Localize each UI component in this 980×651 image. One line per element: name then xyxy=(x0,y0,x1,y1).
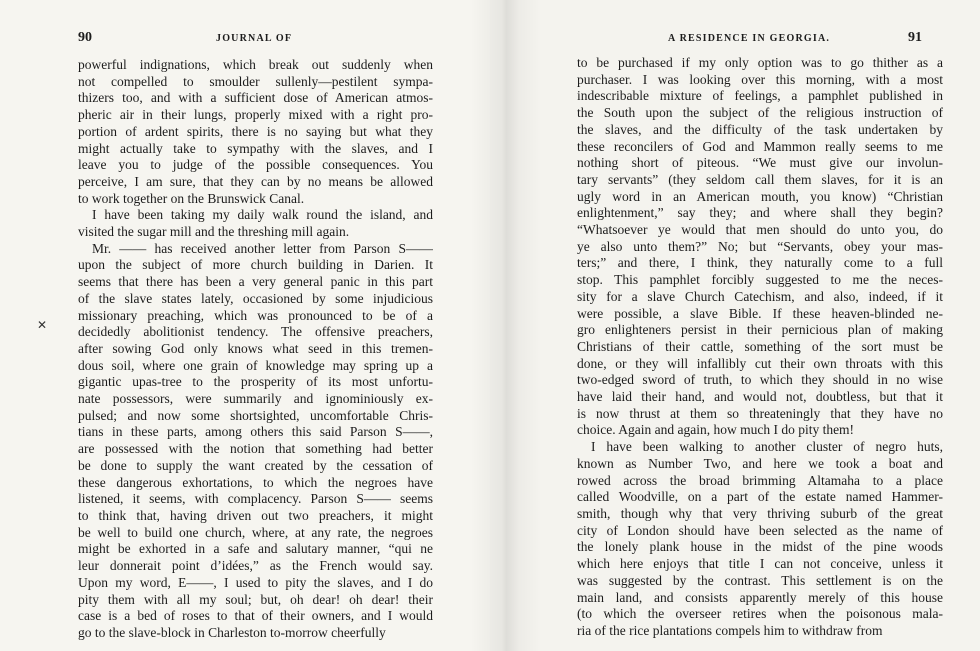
text-line: I have been walking to another cluster of negro huts, xyxy=(591,439,943,455)
text-line: sity for a slave Church Catechism, and also, indeed, if it xyxy=(577,288,943,304)
text-line: rowed across the broad brimming Altamaha to a place xyxy=(577,472,943,488)
left-running-head: JOURNAL OF xyxy=(216,33,293,44)
text-line: be well to build one church, where, at any rate, the negroes xyxy=(78,524,433,540)
text-line: leur donnerait point d’idées,” as the French would say. xyxy=(78,558,433,574)
text-line: were possible, a slave Bible. If these heaven-blinded ne- xyxy=(577,305,943,321)
text-line: the lonely plank house in the midst of the pine woods xyxy=(577,539,943,555)
text-line: enlightenment,” say they; and where shall they begin? xyxy=(577,205,943,221)
text-line: Christians of their cattle, something of the sort must be xyxy=(577,338,943,354)
text-line: these dangerous exhortations, to which the negroes have xyxy=(78,474,433,490)
text-line: Mr. —— has received another letter from Parson S—— xyxy=(92,240,433,256)
text-line: might actually take to sympathy with the slaves, and I xyxy=(78,140,433,156)
text-line: the South upon the subject of the religious instruction of xyxy=(577,105,943,121)
margin-mark-icon: ✕ xyxy=(37,318,48,332)
left-page-number: 90 xyxy=(78,30,92,45)
text-line: these reconcilers of God and Mammon really seems to me xyxy=(577,138,943,154)
text-line: purchaser. I was looking over this morning, with a most xyxy=(577,71,943,87)
text-line: which here enjoys that title I can not conceive, unless it xyxy=(577,556,943,572)
text-line: known as Number Two, and here we took a boat and xyxy=(577,455,943,471)
text-line: (to which the overseer retires when the poisonous mala- xyxy=(577,606,943,622)
text-line: nate possessors, were summarily and ignominiously ex- xyxy=(78,391,433,407)
text-line: ria of the rice plantations compels him to withdraw from xyxy=(577,622,883,638)
text-line: tary servants” (they seldom call them slaves, for it is an xyxy=(577,171,943,187)
text-line: powerful indignations, which break out suddenly when xyxy=(78,57,433,72)
text-line: thizers too, and with a sufficient dose of American atmos- xyxy=(78,90,433,106)
text-line: missionary preaching, which was pronounced to be of a xyxy=(78,307,433,323)
text-line: main land, and consists apparently merely of this house xyxy=(577,589,943,605)
text-line: to think that, having driven out two preachers, it might xyxy=(78,507,433,523)
right-page-body xyxy=(577,55,943,640)
text-line: of the slave states lately, occasioned by some injudicious xyxy=(78,290,433,306)
right-running-head: A RESIDENCE IN GEORGIA. xyxy=(668,33,831,44)
text-line: to be purchased if my only option was to go thither as a xyxy=(577,55,943,70)
text-line: after sowing God only knows what seed in this tremen- xyxy=(78,340,433,356)
text-line: gigantic upas-tree to the prosperity of its most unfortu- xyxy=(78,374,433,390)
text-line: might be exhorted in a safe and salutary manner, “qui ne xyxy=(78,541,433,557)
text-line: decidedly abolitionist tendency. The offensive preachers, xyxy=(78,324,433,340)
text-line: stop. This pamphlet forcibly suggested to me the neces- xyxy=(577,272,943,288)
text-line: be done to supply the want created by the cessation of xyxy=(78,457,433,473)
text-line: gro enlighteners persist in their pernicious plan of making xyxy=(577,322,943,338)
text-line: visited the sugar mill and the threshing mill again. xyxy=(78,224,350,240)
text-line: leave you to judge of the possible consequences. You xyxy=(78,157,433,173)
text-line: indescribable mixture of feelings, a pamphlet published in xyxy=(577,88,943,104)
text-line: to work together on the Brunswick Canal. xyxy=(78,190,305,206)
text-line: ye also unto them?” No; but “Servants, obey your mas- xyxy=(577,238,943,254)
text-line: have laid their hand, and would not, doubtless, but that it xyxy=(577,389,943,405)
text-line: go to the slave-block in Charleston to-morrow cheerfully xyxy=(78,624,386,640)
text-line: perceive, I am sure, that they can by no means be allowed xyxy=(78,173,433,189)
left-page-body xyxy=(78,57,433,642)
text-line: dous soil, where one grain of knowledge may spring up a xyxy=(78,357,433,373)
text-line: upon the subject of more church building in Darien. It xyxy=(78,257,433,273)
text-line: was suggested by the contrast. This settlement is on the xyxy=(577,572,943,588)
text-line: smith, though why that very thriving suburb of the great xyxy=(577,505,943,521)
text-line: done, or they will infallibly cut their own throats with this xyxy=(577,355,943,371)
text-line: nothing short of piteous. “We must give our involun- xyxy=(577,155,943,171)
text-line: city of London should have been selected as the name of xyxy=(577,522,943,538)
text-line: choice. Again and again, how much I do pity them! xyxy=(577,422,855,438)
text-line: pulsed; and now some shortsighted, uncomfortable Chris- xyxy=(78,407,433,423)
text-line: is now thrust at them so threateningly that they have no xyxy=(577,405,943,421)
text-line: not compelled to smoulder sullenly—pestilent sympa- xyxy=(78,73,433,89)
text-line: tians in these parts, among others this said Parson S——, xyxy=(78,424,433,440)
text-line: Upon my word, E——, I used to pity the slaves, and I do xyxy=(78,574,433,590)
text-line: ters;” and there, I think, they naturally come to a full xyxy=(577,255,943,271)
text-line: portion of ardent spirits, there is no saying but what they xyxy=(78,123,433,139)
text-line: I have been taking my daily walk round the island, and xyxy=(92,207,433,223)
right-page xyxy=(490,0,980,651)
text-line: seems that there has been a very general panic in this part xyxy=(78,274,433,290)
text-line: pity them with all my soul; but, oh dear! oh dear! their xyxy=(78,591,433,607)
text-line: called Woodville, on a part of the estate named Hammer- xyxy=(577,489,943,505)
text-line: pheric air in their lungs, properly mixed with a right pro- xyxy=(78,107,433,123)
text-line: case is a bed of roses to that of their owners, and I would xyxy=(78,608,433,624)
text-line: the slaves, and the difficulty of the task undertaken by xyxy=(577,121,943,137)
text-line: are possessed with the notion that something had better xyxy=(78,441,433,457)
text-line: listened, it seems, with complacency. Parson S—— seems xyxy=(78,491,433,507)
text-line: two-edged sword of truth, to which they should in no wise xyxy=(577,372,943,388)
text-line: ugly word in an American mouth, you know) “Christian xyxy=(577,188,943,204)
right-page-number: 91 xyxy=(908,30,922,45)
text-line: “Whatsoever ye would that men should do unto you, do xyxy=(577,222,943,238)
